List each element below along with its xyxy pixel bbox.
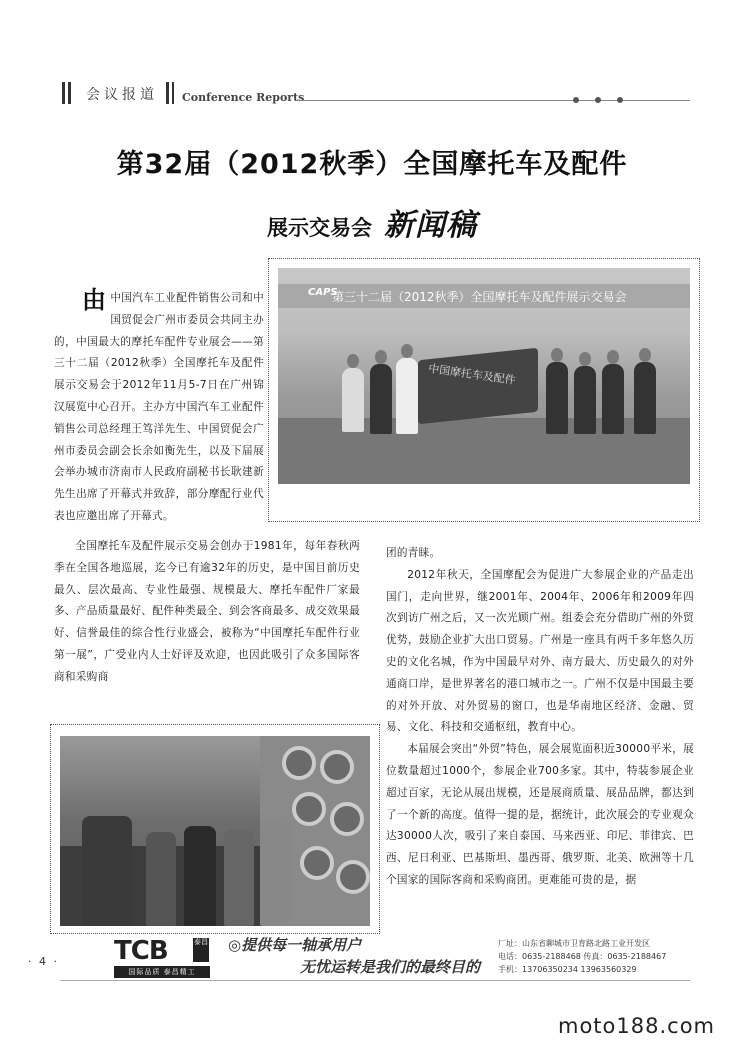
header-rule: [302, 100, 690, 101]
wheel-rim: [336, 860, 370, 894]
header-bar: [62, 82, 65, 104]
photo-person: [634, 362, 656, 434]
ad-address: 厂址：山东省聊城市卫育路北路工业开发区: [498, 939, 650, 948]
photo-person: [602, 364, 624, 434]
header-dot: [573, 97, 579, 103]
exhibition-hall-photo: [60, 736, 370, 926]
photo-person-head: [401, 344, 413, 358]
photo-stage: [278, 418, 690, 484]
photo-banner-logo: CAPS: [308, 287, 338, 298]
photo-banner-text: 第三十二届（2012秋季）全国摩托车及配件展示交易会: [332, 290, 627, 304]
wheel-rim: [300, 846, 334, 880]
photo-person: [370, 364, 392, 434]
photo-person: [342, 368, 364, 432]
photo-person-head: [607, 350, 619, 364]
wheel-rim: [320, 750, 354, 784]
visitor: [224, 830, 254, 926]
tcb-logo-mark: 泰昌: [193, 938, 209, 962]
visitor: [146, 832, 176, 926]
wheel-rim: [330, 802, 364, 836]
photo-person-head: [375, 350, 387, 364]
tcb-tagline: 国际品质 泰昌精工: [114, 966, 210, 978]
article-paragraph-2: 全国摩托车及配件展示交易会创办于1981年，每年春秋两季在全国各地巡展，迄今已有逾32年的历史，是中国目前历史最久、层次最高、专业性最强、规模最大、摩托车配件厂家最多、产品质量最好、配件种类最全、到会客商最多、成交效果最好、信誉最佳的综合性行业盛会，被称为“中国摩托车配件行业第一展”，广受业内人士好评及欢迎，也因此吸引了众多国际客商和采购商: [54, 540, 360, 683]
article-paragraph-1: [54, 288, 264, 528]
header-bar: [166, 82, 169, 104]
wheel-rim: [282, 746, 316, 780]
photo-person-head: [639, 348, 651, 362]
ad-mobile: 手机：13706350234 13963560329: [498, 965, 637, 974]
section-title-cn: 会议报道: [86, 87, 158, 103]
ad-phone: 电话：0635-2188468 传真：0635-2188467: [498, 952, 667, 961]
visitor: [184, 826, 216, 926]
ceremony-flag: [418, 348, 538, 425]
photo-person: [396, 358, 418, 434]
article-title-emphasis: 新闻稿: [384, 208, 477, 243]
header-dot: [595, 97, 601, 103]
article-paragraph-3: 2012年秋天，全国摩配会为促进广大参展企业的产品走出国门，走向世界，继2001年、2004年、2006年和2009年四次到访广州之后，又一次光顾广州。组委会充分借助广州的外贸优势，鼓励企业扩大出口贸易。广州是一座具有两千多年悠久历史的文化名城，作为中国最早对外、南方最大、历史最久的对外通商口岸，是世界著名的港口城市之一。广州不仅是中国最主要的对外开放、对外贸易的窗口，也是华南地区经济、金融、贸易、文化、科技和交通枢纽，教育中心。: [386, 568, 694, 734]
paragraph-2-continued: 团的青睐。: [386, 547, 441, 559]
opening-ceremony-photo: [278, 268, 690, 484]
paragraph-1-text: 中国汽车工业配件销售公司和中国贸促会广州市委员会共同主办的，中国最大的摩托车配件专业展会——第三十二届（2012秋季）全国摩托车及配件展示交易会于2012年11月5-7日在广州锦汉展览中心召开。主办方中国汽车工业配件销售公司总经理王笃洋先生、中国贸促会广州市委员会副会长余如衡先生，以及下届展会举办城市济南市人民政府副秘书长耿建新先生出席了开幕式并致辞，部分摩配行业代表也应邀出席了开幕式。: [54, 292, 264, 522]
header-bar: [172, 82, 174, 104]
photo-person-head: [579, 352, 591, 366]
page-number: · 4 ·: [28, 955, 59, 968]
article-title-line2-text: 展示交易会: [267, 216, 372, 240]
article-paragraph-4: 本届展会突出“外贸”特色，展会展览面积近30000平米，展位数量超过1000个，参展企业700多家。其中，特装参展企业超过百家，无论从展出规模，还是展商质量、展品品牌，都达到了一个新的高度。值得一提的是，据统计，此次展会的专业观众达30000人次，吸引了来自泰国、马来西亚、印尼、菲律宾、巴西、尼日利亚、巴基斯坦、墨西哥、俄罗斯、北美、欧洲等十几个国家的国际客商和采购商团。更难能可贵的是，据: [386, 743, 694, 886]
article-right-column: [386, 543, 694, 892]
header-dot: [617, 97, 623, 103]
drop-cap: 由: [82, 286, 107, 314]
photo-person-head: [551, 348, 563, 362]
article-title-line2: [0, 200, 744, 244]
ceremony-flag-text: 中国摩托车及配件: [427, 361, 517, 388]
visitor: [260, 822, 290, 926]
header-bar: [68, 82, 71, 104]
footer-rule: [60, 980, 690, 981]
photo-person: [574, 366, 596, 434]
ad-slogan-line2: 无忧运转是我们的最终目的: [300, 958, 481, 976]
photo-person-head: [347, 354, 359, 368]
site-watermark: moto188.com: [558, 1014, 715, 1038]
wheel-rim: [292, 792, 326, 826]
section-title-en: Conference Reports: [182, 91, 305, 104]
photo-person: [546, 362, 568, 434]
visitor: [82, 816, 132, 926]
tcb-logo: TCB: [114, 936, 168, 966]
article-title: 第32届（2012秋季）全国摩托车及配件: [116, 149, 628, 180]
ad-slogan-line1: ◎提供每一轴承用户: [228, 936, 362, 954]
